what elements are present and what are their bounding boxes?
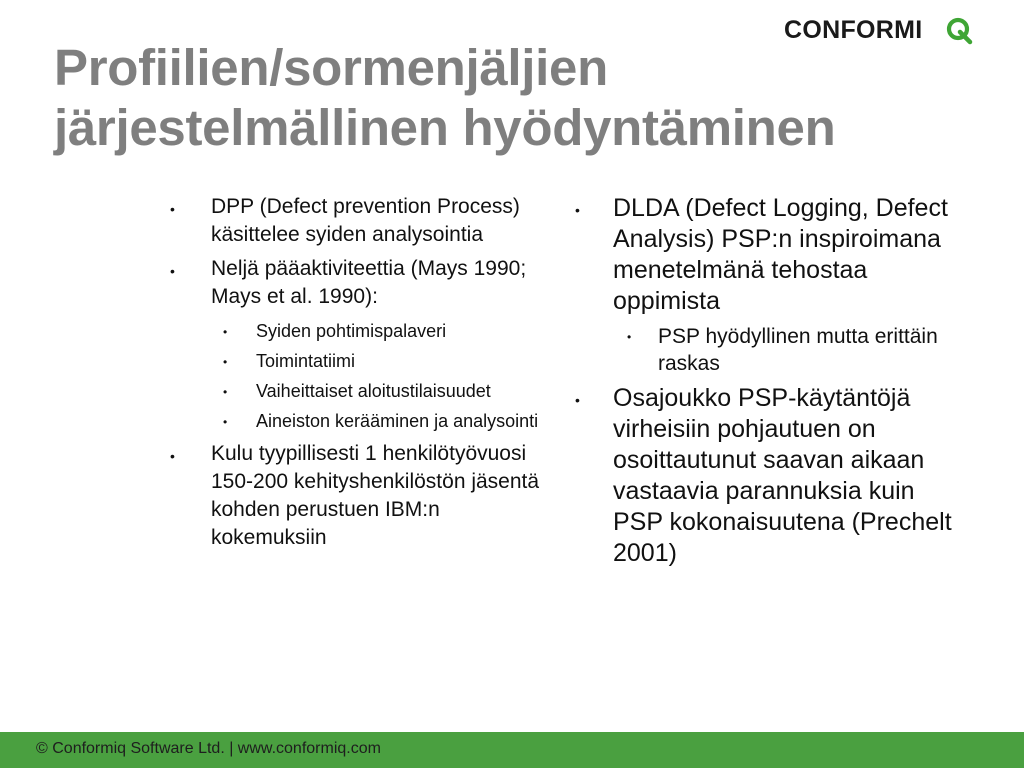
bullet-dot-icon: • <box>223 385 228 399</box>
bullet-dot-icon: • <box>170 201 175 217</box>
title-line-1: Profiilien/sormenjäljien <box>54 39 608 96</box>
left-bullet-list <box>168 193 540 552</box>
right-column <box>570 193 970 575</box>
sub-bullet-list <box>613 323 970 377</box>
list-item-text: DPP (Defect prevention Process) käsittelee syiden analysointia <box>211 195 520 246</box>
bullet-dot-icon: • <box>575 392 580 408</box>
bullet-dot-icon: • <box>223 355 228 369</box>
sub-bullet-list <box>211 319 540 434</box>
list-item-text: Kulu tyypillisesti 1 henkilötyövuosi 150-200 kehityshenkilöstön jäsentä kohden perustuen IBM:n kokemuksiin <box>211 442 540 549</box>
sub-list-item-text: Aineiston kerääminen ja analysointi <box>256 411 539 431</box>
list-item-text: Neljä pääaktiviteettia (Mays 1990; Mays et al. 1990): <box>211 257 527 308</box>
svg-text:CONFORMI: CONFORMI <box>784 16 923 44</box>
bullet-dot-icon: • <box>627 330 632 344</box>
sub-list-item-text: Vaiheittaiset aloitustilaisuudet <box>256 381 491 401</box>
sub-list-item <box>570 323 970 377</box>
bullet-dot-icon: • <box>170 448 175 464</box>
title-line-2: järjestelmällinen hyödyntäminen <box>54 99 836 156</box>
sub-list-item <box>168 319 540 344</box>
list-item <box>570 193 970 377</box>
list-item <box>168 193 540 249</box>
sub-list-item-text: PSP hyödyllinen mutta erittäin raskas <box>658 325 938 375</box>
list-item <box>570 383 970 569</box>
list-item-text: Osajoukko PSP-käytäntöjä virheisiin pohjautuen on osoittautunut saavan aikaan vastaavia parannuksia kuin PSP kokonaisuutena (Prechelt 2001) <box>613 384 952 567</box>
bullet-dot-icon: • <box>223 325 228 339</box>
slide-title <box>54 38 954 158</box>
sub-list-item <box>168 409 540 434</box>
sub-list-item <box>168 349 540 374</box>
right-bullet-list <box>570 193 970 569</box>
sub-list-item <box>168 379 540 404</box>
bullet-dot-icon: • <box>223 415 228 429</box>
list-item <box>168 255 540 434</box>
list-item-text: DLDA (Defect Logging, Defect Analysis) PSP:n inspiroimana menetelmänä tehostaa oppimista <box>613 194 948 315</box>
sub-list-item-text: Toimintatiimi <box>256 351 356 371</box>
list-item <box>168 440 540 552</box>
bullet-dot-icon: • <box>575 202 580 218</box>
footer-copyright: © Conformiq Software Ltd. | www.conformiq.com <box>36 740 381 757</box>
left-column <box>168 193 540 558</box>
sub-list-item-text: Syiden pohtimispalaveri <box>256 321 447 341</box>
footer-bar <box>0 732 1024 768</box>
bullet-dot-icon: • <box>170 263 175 279</box>
